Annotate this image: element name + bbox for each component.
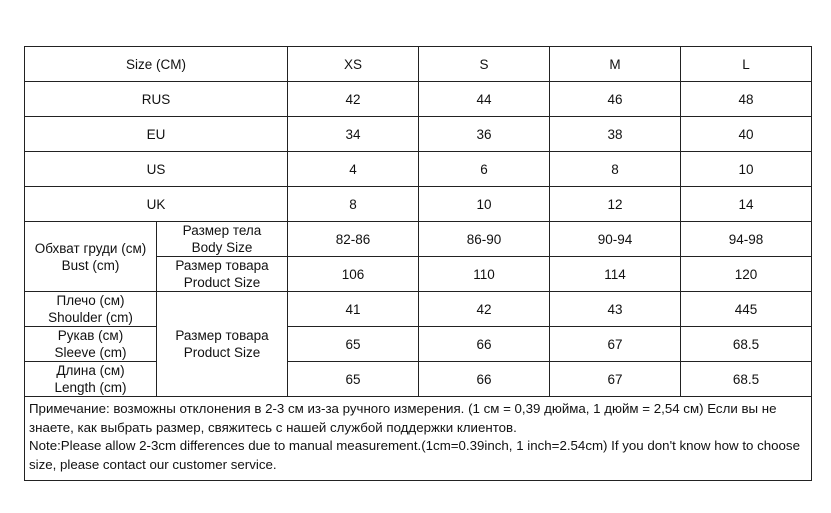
row-label bbox=[25, 362, 157, 397]
product-size-label bbox=[157, 257, 288, 292]
table-cell: 90-94 bbox=[550, 222, 681, 257]
body-size-label-ru: Размер тела bbox=[182, 223, 262, 238]
row-label-ru: Длина (см) bbox=[56, 363, 125, 378]
table-cell: 120 bbox=[681, 257, 812, 292]
product-size-group-label bbox=[157, 292, 288, 397]
product-size-label-ru: Размер товара bbox=[175, 258, 269, 273]
table-row-bust-body bbox=[25, 222, 812, 257]
bust-label-en: Bust (cm) bbox=[61, 257, 120, 273]
note-ru: Примечание: возможны отклонения в 2-3 см из-за ручного измерения. (1 см = 0,39 дюйма, 1 дюйм = 2,54 см) Если вы не знаете, как выбрать размер, свяжитесь с нашей службой поддержки клиентов. bbox=[29, 401, 777, 435]
size-header-m: M bbox=[550, 47, 681, 82]
body-size-label-en: Body Size bbox=[191, 240, 253, 255]
note-en: Note:Please allow 2-3cm differences due to manual measurement.(1cm=0.39inch, 1 inch=2.54cm) If you don't know how to choose size, please contact our customer service. bbox=[29, 438, 800, 472]
table-cell: 65 bbox=[288, 327, 419, 362]
table-row-us bbox=[25, 152, 812, 187]
row-label-en: Shoulder (cm) bbox=[48, 310, 133, 325]
row-label-en: Sleeve (cm) bbox=[54, 345, 127, 360]
table-cell: 82-86 bbox=[288, 222, 419, 257]
row-label-ru: Плечо (см) bbox=[56, 293, 125, 308]
size-header-s: S bbox=[419, 47, 550, 82]
table-cell: 86-90 bbox=[419, 222, 550, 257]
note-row bbox=[25, 397, 812, 481]
row-label-en: Length (cm) bbox=[54, 380, 127, 395]
size-chart-table bbox=[24, 46, 812, 481]
table-cell: 68.5 bbox=[681, 362, 812, 397]
table-cell: 110 bbox=[419, 257, 550, 292]
table-cell: 114 bbox=[550, 257, 681, 292]
table-cell: 4 bbox=[288, 152, 419, 187]
size-header-l: L bbox=[681, 47, 812, 82]
row-label bbox=[25, 327, 157, 362]
table-cell: 34 bbox=[288, 117, 419, 152]
header-row bbox=[25, 47, 812, 82]
product-size-label-en: Product Size bbox=[183, 275, 261, 290]
table-row-shoulder bbox=[25, 292, 812, 327]
table-cell: 14 bbox=[681, 187, 812, 222]
table-cell: 67 bbox=[550, 327, 681, 362]
table-cell: 445 bbox=[681, 292, 812, 327]
product-size-group-label-en: Product Size bbox=[183, 345, 261, 360]
table-cell: 46 bbox=[550, 82, 681, 117]
table-cell: 66 bbox=[419, 362, 550, 397]
table-cell: 36 bbox=[419, 117, 550, 152]
table-cell: 40 bbox=[681, 117, 812, 152]
size-header-label: Size (CM) bbox=[25, 47, 288, 82]
row-label bbox=[25, 292, 157, 327]
table-cell: 44 bbox=[419, 82, 550, 117]
table-row-length bbox=[25, 362, 812, 397]
table-cell: 42 bbox=[419, 292, 550, 327]
bust-label bbox=[25, 222, 157, 292]
table-row-rus bbox=[25, 82, 812, 117]
size-header-xs: XS bbox=[288, 47, 419, 82]
table-cell: 106 bbox=[288, 257, 419, 292]
table-cell: 8 bbox=[550, 152, 681, 187]
row-label-ru: Рукав (см) bbox=[57, 328, 124, 343]
table-cell: 10 bbox=[419, 187, 550, 222]
table-cell: 94-98 bbox=[681, 222, 812, 257]
body-size-label bbox=[157, 222, 288, 257]
product-size-group-label-ru: Размер товара bbox=[175, 328, 269, 343]
table-cell: 48 bbox=[681, 82, 812, 117]
table-row-eu bbox=[25, 117, 812, 152]
table-cell: 65 bbox=[288, 362, 419, 397]
table-cell: 41 bbox=[288, 292, 419, 327]
note-cell bbox=[25, 397, 812, 481]
table-cell: 8 bbox=[288, 187, 419, 222]
row-label: RUS bbox=[25, 82, 288, 117]
table-cell: 12 bbox=[550, 187, 681, 222]
table-cell: 67 bbox=[550, 362, 681, 397]
bust-label-ru: Обхват груди (см) bbox=[34, 240, 147, 256]
table-cell: 38 bbox=[550, 117, 681, 152]
row-label: US bbox=[25, 152, 288, 187]
table-cell: 43 bbox=[550, 292, 681, 327]
table-cell: 10 bbox=[681, 152, 812, 187]
table-cell: 42 bbox=[288, 82, 419, 117]
table-cell: 68.5 bbox=[681, 327, 812, 362]
row-label: UK bbox=[25, 187, 288, 222]
table-cell: 6 bbox=[419, 152, 550, 187]
row-label: EU bbox=[25, 117, 288, 152]
table-row-uk bbox=[25, 187, 812, 222]
table-cell: 66 bbox=[419, 327, 550, 362]
table-row-sleeve bbox=[25, 327, 812, 362]
